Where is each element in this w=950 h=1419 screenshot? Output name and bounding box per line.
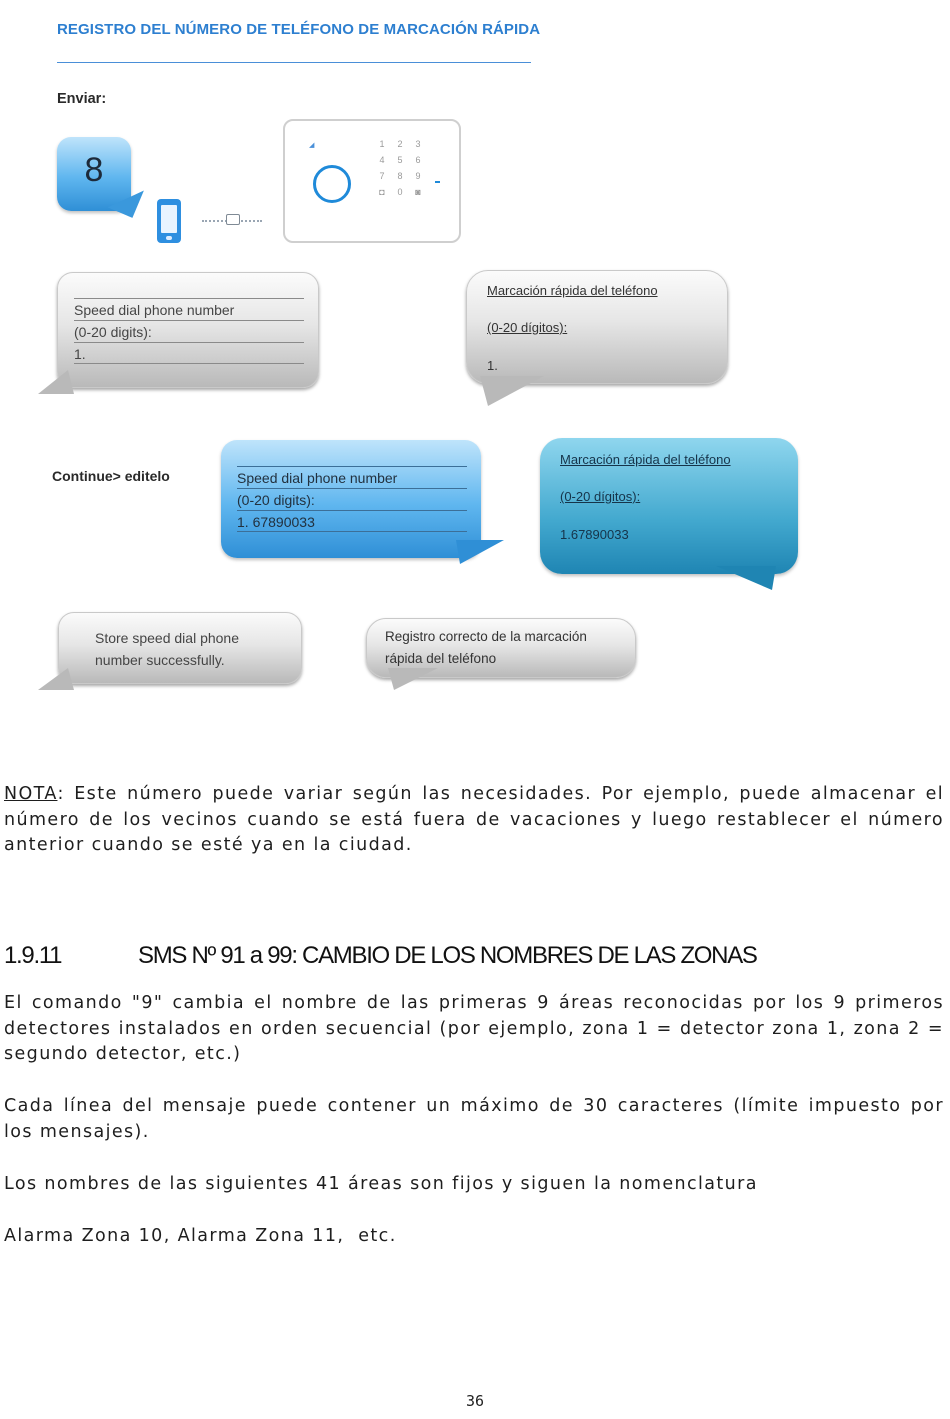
send-label: Enviar: <box>57 91 107 107</box>
envelope-icon <box>226 214 240 225</box>
keypad-key: 1 <box>379 139 385 149</box>
section-number: 1.9.11 <box>4 942 62 969</box>
cursor-mark <box>435 181 440 183</box>
bubble-line: (0-20 digits): <box>74 320 304 342</box>
bubble-line: Marcación rápida del teléfono <box>560 452 731 467</box>
home-key-icon: ◙ <box>415 187 421 197</box>
reply-bubble-en-2 <box>221 440 481 558</box>
lock-key-icon: ◘ <box>379 187 385 197</box>
keypad-key: 0 <box>397 187 403 197</box>
figure-title-rule <box>57 62 531 63</box>
keypad-panel <box>283 119 461 243</box>
send-key-bubble <box>57 137 131 211</box>
keypad-key: 7 <box>379 171 385 181</box>
bubble-line: Speed dial phone number <box>237 466 467 488</box>
keypad-key: 3 <box>415 139 421 149</box>
reply-bubble-en-3-tail <box>38 668 74 690</box>
bubble-line: (0-20 digits): <box>237 488 467 510</box>
reply-bubble-en-2-tail <box>456 540 504 564</box>
bubble-line: 1. 67890033 <box>237 510 467 532</box>
note-label: NOTA <box>4 784 58 804</box>
bubble-line: 1.67890033 <box>560 527 629 542</box>
keypad-key: 4 <box>379 155 385 165</box>
reply-bubble-es-2 <box>540 438 798 574</box>
keypad-key: 2 <box>397 139 403 149</box>
signal-icon: ◢ <box>309 141 315 149</box>
reply-bubble-es-3-tail <box>388 668 438 690</box>
bubble-line: number successfully. <box>95 652 225 668</box>
send-key-text: 8 <box>84 151 104 189</box>
reply-bubble-es-1-tail <box>480 376 544 406</box>
bubble-line: Registro correcto de la marcación <box>385 629 587 644</box>
bubble-line: 1. <box>74 342 304 364</box>
bubble-line: (0-20 dígitos): <box>487 320 568 335</box>
keypad-key: 8 <box>397 171 403 181</box>
section-title: SMS Nº 91 a 99: CAMBIO DE LOS NOMBRES DE LAS ZONAS <box>138 942 757 969</box>
reply-bubble-en-3 <box>58 612 302 684</box>
reply-bubble-en-1-tail <box>38 370 74 394</box>
note-paragraph <box>4 782 944 859</box>
bubble-line: rápida del teléfono <box>385 651 497 666</box>
note-text: : Este número puede variar según las necesidades. Por ejemplo, puede almacenar el número de los vecinos cuando se está fuera de vacaciones y luego restablecer el número anterior cuando se esté ya en la ciudad. <box>4 784 944 855</box>
phone-icon <box>157 199 181 243</box>
keypad-key: 9 <box>415 171 421 181</box>
figure-title: REGISTRO DEL NÚMERO DE TELÉFONO DE MARCACIÓN RÁPIDA <box>57 21 541 38</box>
body-paragraph: Alarma Zona 10, Alarma Zona 11, etc. <box>4 1226 397 1246</box>
continue-label: Continue> editelo <box>52 468 170 484</box>
bubble-line: Speed dial phone number <box>74 298 304 320</box>
reply-bubble-en-1 <box>57 272 319 388</box>
body-paragraph: Cada línea del mensaje puede contener un máximo de 30 caracteres (límite impuesto por los mensajes). <box>4 1096 944 1142</box>
bubble-line: 1. <box>487 358 498 373</box>
bubble-line: Store speed dial phone <box>95 630 239 646</box>
body-paragraph: Los nombres de las siguientes 41 áreas son fijos y siguen la nomenclatura <box>4 1174 758 1194</box>
bubble-line: Marcación rápida del teléfono <box>487 283 658 298</box>
bubble-line: (0-20 dígitos): <box>560 489 641 504</box>
reply-bubble-es-2-tail <box>716 566 776 590</box>
page-number: 36 <box>465 1392 485 1410</box>
status-ring-icon <box>313 165 351 203</box>
keypad-key: 5 <box>397 155 403 165</box>
reply-bubble-es-1 <box>466 270 728 384</box>
keypad-key: 6 <box>415 155 421 165</box>
body-paragraph: El comando "9" cambia el nombre de las primeras 9 áreas reconocidas por los 9 primeros detectores instalados en orden secuencial (por ejemplo, zona 1 = detector zona 1, zona 2 = segundo detector, etc.) <box>4 993 944 1064</box>
